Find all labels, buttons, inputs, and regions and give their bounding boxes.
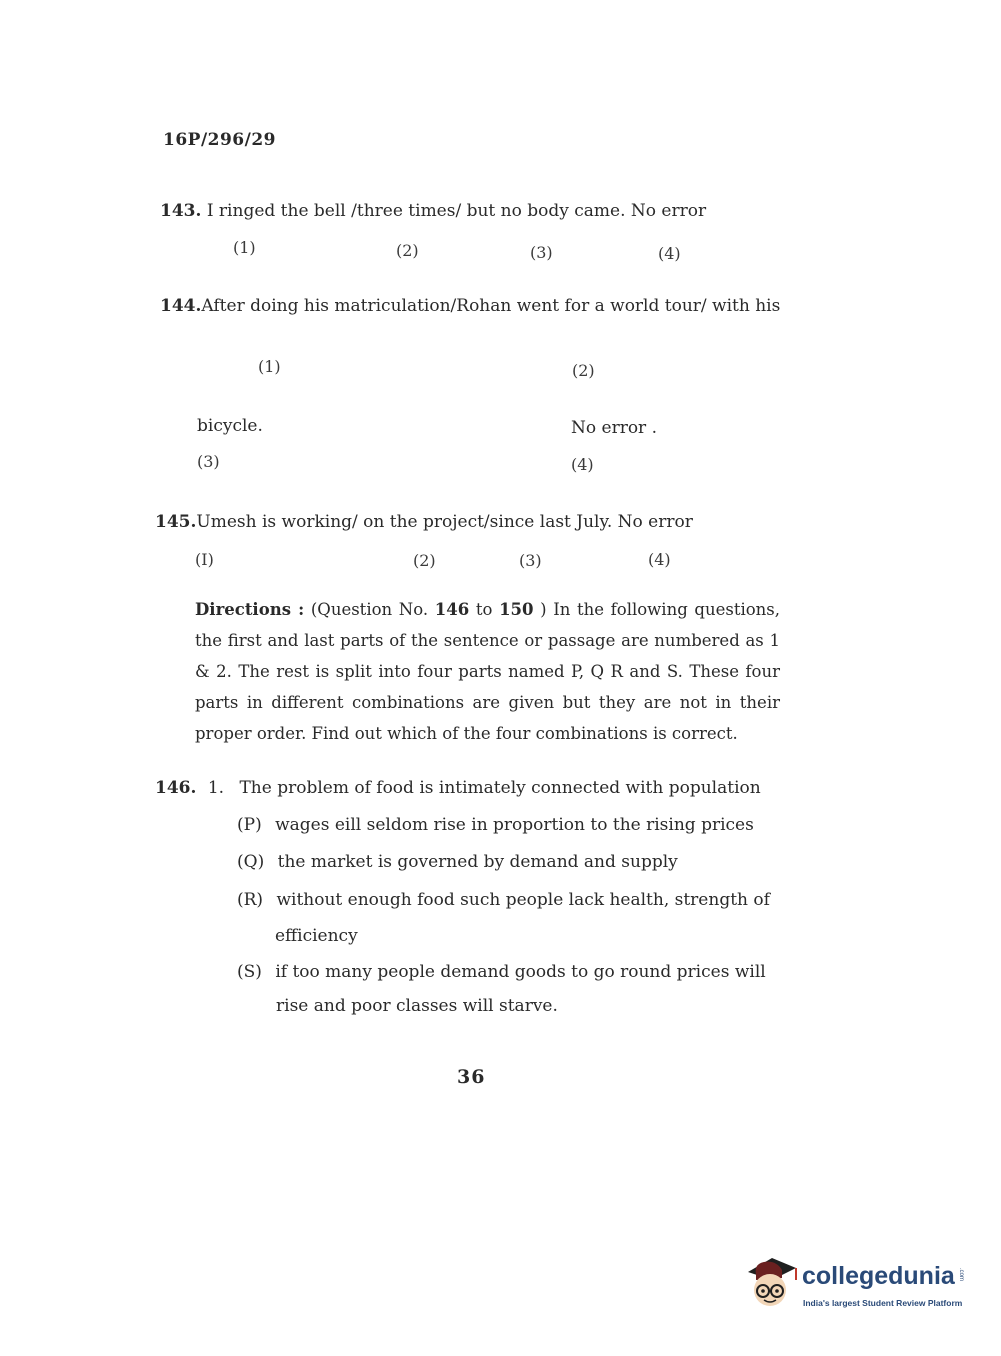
option-label: (3) — [530, 243, 553, 262]
option-label: (1) — [258, 357, 281, 376]
directions-paragraph — [195, 594, 780, 749]
first-part-text: The problem of food is intimately connected with population — [239, 778, 761, 798]
question-text: Umesh is working/ on the project/since last July. No error — [196, 512, 693, 532]
option-label: (3) — [197, 452, 220, 471]
mascot-icon — [742, 1250, 800, 1316]
part-text: if too many people demand goods to go round prices will — [275, 962, 766, 982]
logo-name: collegedunia — [802, 1262, 955, 1290]
part-r — [237, 890, 770, 910]
question-143 — [160, 201, 706, 221]
directions-to-word: to — [475, 600, 493, 619]
part-text: wages eill seldom rise in proportion to the rising prices — [275, 815, 754, 835]
part-label: (R) — [237, 890, 264, 910]
part-text: without enough food such people lack health, strength of — [276, 890, 770, 910]
option-label: (2) — [413, 551, 436, 570]
option-label: (4) — [648, 550, 671, 569]
directions-from: 146 — [434, 600, 470, 619]
part-label: (Q) — [237, 852, 265, 872]
part-q — [237, 852, 678, 872]
first-part-label: 1. — [207, 778, 225, 798]
question-145 — [155, 512, 693, 532]
part-s — [237, 962, 766, 982]
part-p — [237, 815, 754, 835]
part-r-continued: efficiency — [275, 926, 358, 946]
question-text: After doing his matriculation/Rohan went for a world tour/ with his — [201, 296, 781, 316]
logo-suffix: .com — [958, 1268, 964, 1282]
option-label: (4) — [571, 455, 594, 474]
directions-body: ) In the following questions, the first and last parts of the sentence or passage are numbered as 1 & 2. The rest is split into four parts named P, Q R and S. These four parts in different combinations are given but they are not in their proper order. Find out which of the four combinations is correct. — [195, 600, 780, 743]
question-144 — [160, 296, 780, 316]
sentence-part: bicycle. — [197, 416, 263, 436]
question-number: 143. — [160, 201, 202, 221]
question-number: 144. — [160, 296, 202, 316]
option-label: (2) — [572, 361, 595, 380]
sentence-part: No error . — [571, 418, 657, 438]
question-146 — [155, 778, 761, 798]
paper-code: 16P/296/29 — [163, 130, 277, 150]
collegedunia-logo[interactable] — [742, 1250, 972, 1320]
directions-to: 150 — [499, 600, 534, 619]
question-number: 146. — [155, 778, 197, 798]
option-label: (3) — [519, 551, 542, 570]
part-label: (P) — [237, 815, 262, 835]
directions-label: Directions : — [195, 600, 305, 619]
part-s-continued: rise and poor classes will starve. — [276, 996, 558, 1016]
option-label: (1) — [233, 238, 256, 257]
logo-tagline: India's largest Student Review Platform — [803, 1298, 963, 1308]
part-label: (S) — [237, 962, 262, 982]
question-text: I ringed the bell /three times/ but no body came. No error — [206, 201, 707, 221]
part-text: the market is governed by demand and supply — [277, 852, 678, 872]
option-label: (4) — [658, 244, 681, 263]
question-number: 145. — [155, 512, 197, 532]
directions-pre: (Question No. — [310, 600, 429, 619]
page-number: 36 — [457, 1066, 486, 1088]
option-label: (2) — [396, 241, 419, 260]
option-label: (I) — [195, 550, 214, 569]
